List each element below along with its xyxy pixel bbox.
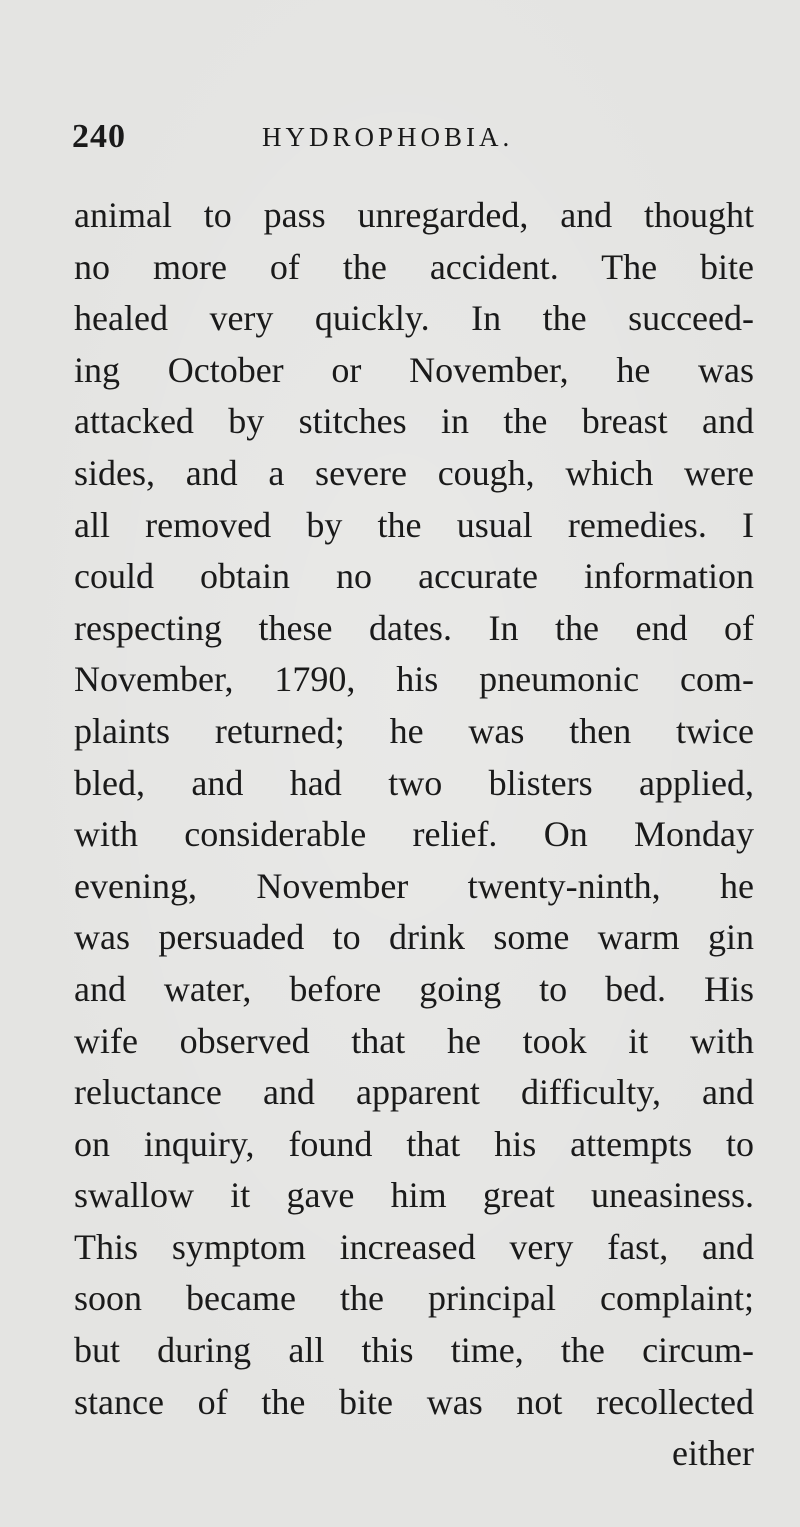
text-line: but during all this time, the circum- xyxy=(74,1330,754,1371)
page-number: 240 xyxy=(72,118,126,155)
text-line: no more of the accident. The bite xyxy=(74,246,754,287)
text-line: plaints returned; he was then twice xyxy=(74,710,754,751)
text-line: respecting these dates. In the end of xyxy=(74,607,754,648)
text-line: all removed by the usual remedies. I xyxy=(74,504,754,545)
text-line: swallow it gave him great uneasiness. xyxy=(74,1175,754,1216)
running-head: HYDROPHOBIA. xyxy=(262,122,514,152)
text-line: was persuaded to drink some warm gin xyxy=(74,917,754,958)
text-line: bled, and had two blisters applied, xyxy=(74,762,754,803)
text-line: This symptom increased very fast, and xyxy=(74,1226,754,1267)
page-header xyxy=(72,118,762,164)
text-line: with considerable relief. On Monday xyxy=(74,814,754,855)
text-line: soon became the principal complaint; xyxy=(74,1278,754,1319)
text-line: stance of the bite was not recollected xyxy=(74,1381,754,1422)
text-line: animal to pass unregarded, and thought xyxy=(74,195,754,235)
body-text xyxy=(74,190,754,1480)
catchword: either xyxy=(672,1433,754,1474)
text-line: and water, before going to bed. His xyxy=(74,968,754,1009)
text-line: could obtain no accurate information xyxy=(74,556,754,597)
text-line: on inquiry, found that his attempts to xyxy=(74,1123,754,1164)
text-line: evening, November twenty-ninth, he xyxy=(74,865,754,906)
text-line: sides, and a severe cough, which were xyxy=(74,452,754,493)
text-line: ing October or November, he was xyxy=(74,349,754,390)
text-line: attacked by stitches in the breast and xyxy=(74,401,754,442)
text-line: healed very quickly. In the succeed- xyxy=(74,298,754,339)
text-line: November, 1790, his pneumonic com- xyxy=(74,659,754,700)
text-line: reluctance and apparent difficulty, and xyxy=(74,1072,754,1113)
text-line: wife observed that he took it with xyxy=(74,1020,754,1061)
